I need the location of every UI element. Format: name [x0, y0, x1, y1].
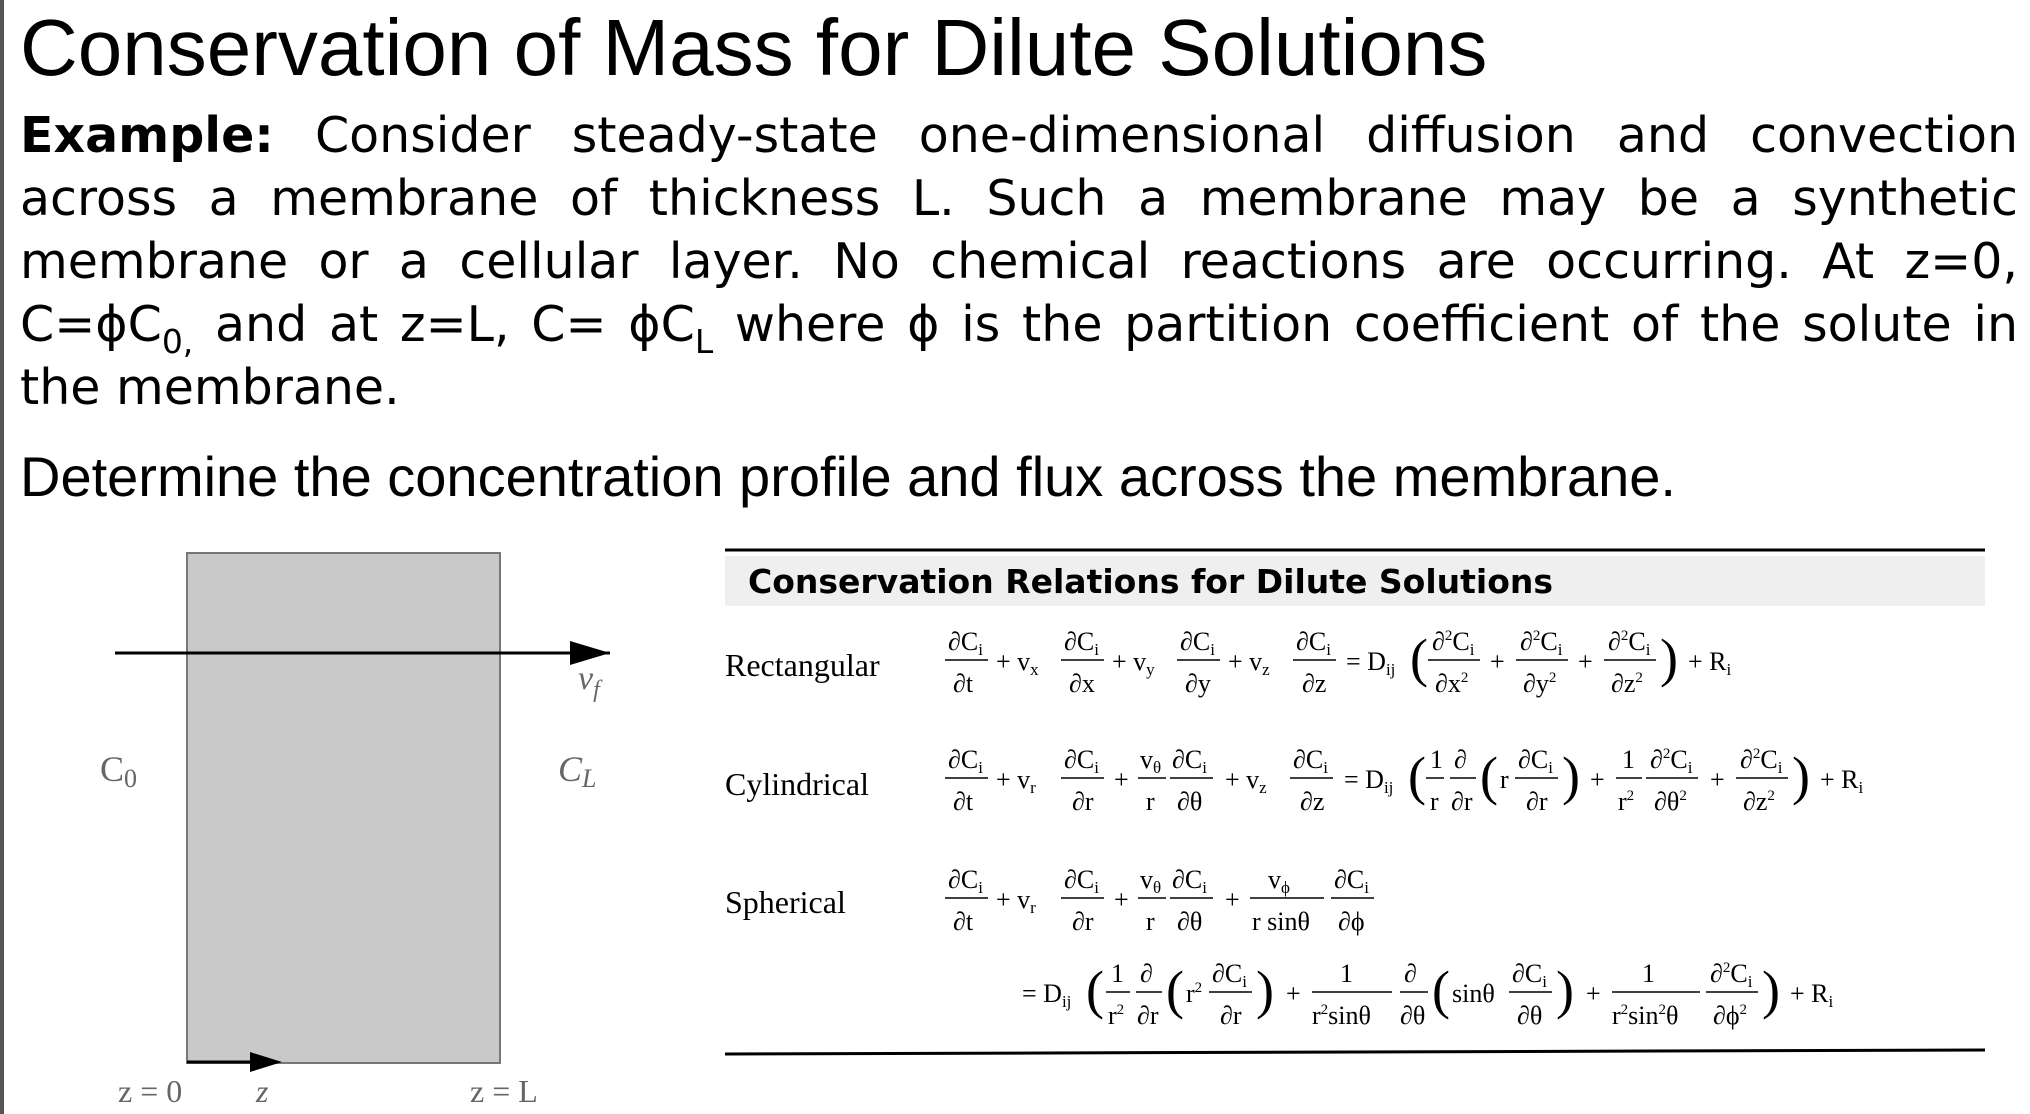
svg-text:∂t: ∂t: [953, 907, 974, 936]
svg-text:r: r: [1146, 787, 1155, 816]
svg-text:1: 1: [1622, 745, 1635, 774]
svg-text:∂θ: ∂θ: [1400, 1001, 1426, 1030]
svg-text:= Dij: = Dij: [1022, 979, 1072, 1011]
svg-text:+ vr: + vr: [996, 885, 1036, 917]
svg-text:∂t: ∂t: [953, 669, 974, 698]
svg-text:∂2Ci: ∂$^2$Ci: [1740, 745, 1783, 777]
svg-text:1: 1: [1642, 959, 1655, 988]
svg-text:+ vr: + vr: [996, 765, 1036, 797]
svg-text:∂ϕ: ∂ϕ: [1338, 907, 1365, 936]
svg-text:∂y2: $\partial y^2$: [1523, 669, 1557, 698]
svg-text:∂z: ∂z: [1302, 669, 1327, 698]
svg-text:+: +: [1590, 765, 1605, 794]
svg-text:∂t: ∂t: [953, 787, 974, 816]
svg-text:∂Ci: ∂Ci: [1512, 959, 1547, 991]
svg-text:∂2Ci: ∂$^2$Ci: [1432, 627, 1475, 659]
bc-sub-2: L: [694, 322, 714, 361]
svg-text:∂z: ∂z: [1300, 787, 1325, 816]
svg-text:+ Ri: + Ri: [1688, 647, 1732, 679]
svg-text:+: +: [1114, 885, 1129, 914]
svg-text:∂Ci: ∂Ci: [1172, 745, 1207, 777]
svg-text:r2: $r^2$: [1618, 787, 1635, 816]
svg-text:∂: ∂: [1404, 959, 1417, 988]
svg-text:∂Ci: ∂Ci: [1518, 745, 1553, 777]
conservation-relations-table: [720, 540, 2010, 1110]
svg-text:∂x2: $\partial x^2$: [1435, 669, 1469, 698]
svg-text:+: +: [1490, 647, 1505, 676]
example-line-2: across a membrane of thickness L. Such a membrane may be a synthetic: [20, 170, 2018, 227]
membrane-diagram: [90, 545, 650, 1114]
example-line-1-text: Consider steady-state one-dimensional diffusion and convection: [314, 107, 2019, 164]
bc-part-2: and at z=L, C= ϕC: [193, 296, 695, 353]
svg-text:): ): [1792, 746, 1810, 806]
svg-text:∂Ci: ∂Ci: [1180, 627, 1215, 659]
svg-text:∂: ∂: [1140, 959, 1153, 988]
svg-text:r2sinθ: $r^2\sin\theta$: [1312, 1001, 1371, 1030]
svg-text:∂2Ci: ∂$^2$Ci: [1608, 627, 1651, 659]
svg-text:vϕ: vϕ: [1268, 865, 1290, 897]
svg-text:∂r: ∂r: [1220, 1001, 1242, 1030]
svg-text:): ): [1256, 960, 1274, 1020]
svg-text:r: r: [1500, 765, 1509, 794]
slide-left-border: [0, 0, 4, 1114]
svg-text:∂Ci: ∂Ci: [1293, 745, 1328, 777]
table-header: Conservation Relations for Dilute Solutions: [748, 562, 1554, 601]
svg-text:+ vy: + vy: [1112, 647, 1155, 679]
svg-text:∂Ci: ∂Ci: [948, 865, 983, 897]
membrane-box: [187, 553, 500, 1063]
svg-text:r2sin2θ: $r^2\sin^2\theta$: [1612, 1001, 1679, 1030]
svg-text:+ Ri: + Ri: [1790, 979, 1834, 1011]
c0-label: C0: [100, 749, 138, 793]
svg-text:∂θ: ∂θ: [1177, 907, 1203, 936]
svg-text:∂2Ci: ∂$^2$Ci: [1520, 627, 1563, 659]
svg-text:∂Ci: ∂Ci: [1064, 745, 1099, 777]
svg-text:∂Ci: ∂Ci: [1064, 865, 1099, 897]
svg-text:∂Ci: ∂Ci: [1296, 627, 1331, 659]
svg-text:∂Ci: ∂Ci: [1334, 865, 1369, 897]
svg-text:∂z2: $\partial z^2$: [1611, 669, 1643, 698]
row-label-rectangular: Rectangular: [725, 647, 880, 683]
example-paragraph: [20, 104, 2018, 419]
svg-text:∂θ: ∂θ: [1517, 1001, 1543, 1030]
svg-text:): ): [1762, 960, 1780, 1020]
svg-text:∂θ: ∂θ: [1177, 787, 1203, 816]
svg-text:∂r: ∂r: [1137, 1001, 1159, 1030]
question-text: Determine the concentration profile and flux across the membrane.: [20, 445, 1676, 508]
svg-text:(: (: [1432, 960, 1450, 1020]
z-label: z: [256, 1073, 269, 1109]
svg-text:∂r: ∂r: [1072, 787, 1094, 816]
table-bottom-rule: [725, 1050, 1985, 1054]
svg-text:+: +: [1586, 979, 1601, 1008]
svg-text:+: +: [1225, 885, 1240, 914]
svg-text:∂x: ∂x: [1069, 669, 1095, 698]
svg-text:= Dij: = Dij: [1344, 765, 1394, 797]
svg-text:1: 1: [1340, 959, 1353, 988]
svg-text:+: +: [1114, 765, 1129, 794]
svg-text:+: +: [1286, 979, 1301, 1008]
svg-text:+ vz: + vz: [1228, 647, 1270, 679]
svg-text:∂θ2: $\partial\theta^2$: [1654, 787, 1687, 816]
svg-text:(: (: [1480, 746, 1498, 806]
svg-text:∂r: ∂r: [1451, 787, 1473, 816]
svg-text:(: (: [1166, 960, 1184, 1020]
bc-part-3: where ϕ is the partition coefficient of the solute in: [713, 296, 2019, 353]
svg-text:sinθ: sinθ: [1452, 979, 1495, 1008]
svg-text:∂r: ∂r: [1072, 907, 1094, 936]
svg-text:r sinθ: r sinθ: [1252, 907, 1310, 936]
svg-text:vθ: vθ: [1140, 865, 1162, 897]
z0-label: z = 0: [118, 1073, 183, 1109]
svg-text:∂Ci: ∂Ci: [1212, 959, 1247, 991]
row-label-cylindrical: Cylindrical: [725, 766, 869, 802]
svg-text:∂ϕ2: $\partial\phi^2$: [1713, 1001, 1748, 1030]
example-last-line: the membrane.: [20, 359, 400, 416]
cl-label: CL: [558, 749, 597, 793]
svg-text:∂r: ∂r: [1526, 787, 1548, 816]
svg-text:+ vz: + vz: [1225, 765, 1267, 797]
svg-text:r2: $r^2$: [1186, 979, 1203, 1008]
svg-text:∂2Ci: ∂$^2$Ci: [1710, 959, 1753, 991]
svg-text:1: 1: [1111, 959, 1124, 988]
example-line-1: [20, 104, 2018, 167]
svg-text:): ): [1556, 960, 1574, 1020]
svg-text:∂Ci: ∂Ci: [948, 627, 983, 659]
svg-text:): ): [1660, 628, 1678, 688]
svg-text:∂Ci: ∂Ci: [1172, 865, 1207, 897]
equation-spherical-line-1: [945, 865, 1374, 936]
svg-text:+: +: [1578, 647, 1593, 676]
svg-text:∂: ∂: [1454, 745, 1467, 774]
svg-text:+: +: [1710, 765, 1725, 794]
equation-spherical-line-2: [1022, 959, 1834, 1030]
slide-title: Conservation of Mass for Dilute Solutions: [20, 3, 1488, 92]
svg-text:(: (: [1408, 746, 1426, 806]
example-label: Example:: [20, 107, 274, 164]
bc-part-1: C=ϕC: [20, 296, 162, 353]
svg-text:∂2Ci: ∂$^2$Ci: [1650, 745, 1693, 777]
svg-text:r: r: [1430, 787, 1439, 816]
velocity-label: $v_f$: [578, 660, 600, 703]
svg-text:∂y: ∂y: [1185, 669, 1211, 698]
svg-text:+ vx: + vx: [996, 647, 1039, 679]
bc-sub-1: 0,: [161, 322, 194, 361]
svg-text:vθ: vθ: [1140, 745, 1162, 777]
zl-label: z = L: [470, 1073, 538, 1109]
svg-text:∂z2: $\partial z^2$: [1743, 787, 1775, 816]
equation-cylindrical: [945, 745, 1864, 816]
svg-text:∂Ci: ∂Ci: [1064, 627, 1099, 659]
svg-text:r: r: [1146, 907, 1155, 936]
equation-rectangular: [945, 627, 1732, 698]
svg-text:(: (: [1086, 960, 1104, 1020]
boundary-condition-line: [20, 293, 2019, 361]
svg-text:): ): [1562, 746, 1580, 806]
svg-text:r2: $r^2$: [1108, 1001, 1125, 1030]
svg-text:(: (: [1410, 628, 1428, 688]
example-line-3: membrane or a cellular layer. No chemical reactions are occurring. At z=0,: [20, 233, 2018, 290]
svg-text:= Dij: = Dij: [1346, 647, 1396, 679]
svg-text:∂Ci: ∂Ci: [948, 745, 983, 777]
svg-text:1: 1: [1430, 745, 1443, 774]
svg-text:+ Ri: + Ri: [1820, 765, 1864, 797]
row-label-spherical: Spherical: [725, 884, 846, 920]
